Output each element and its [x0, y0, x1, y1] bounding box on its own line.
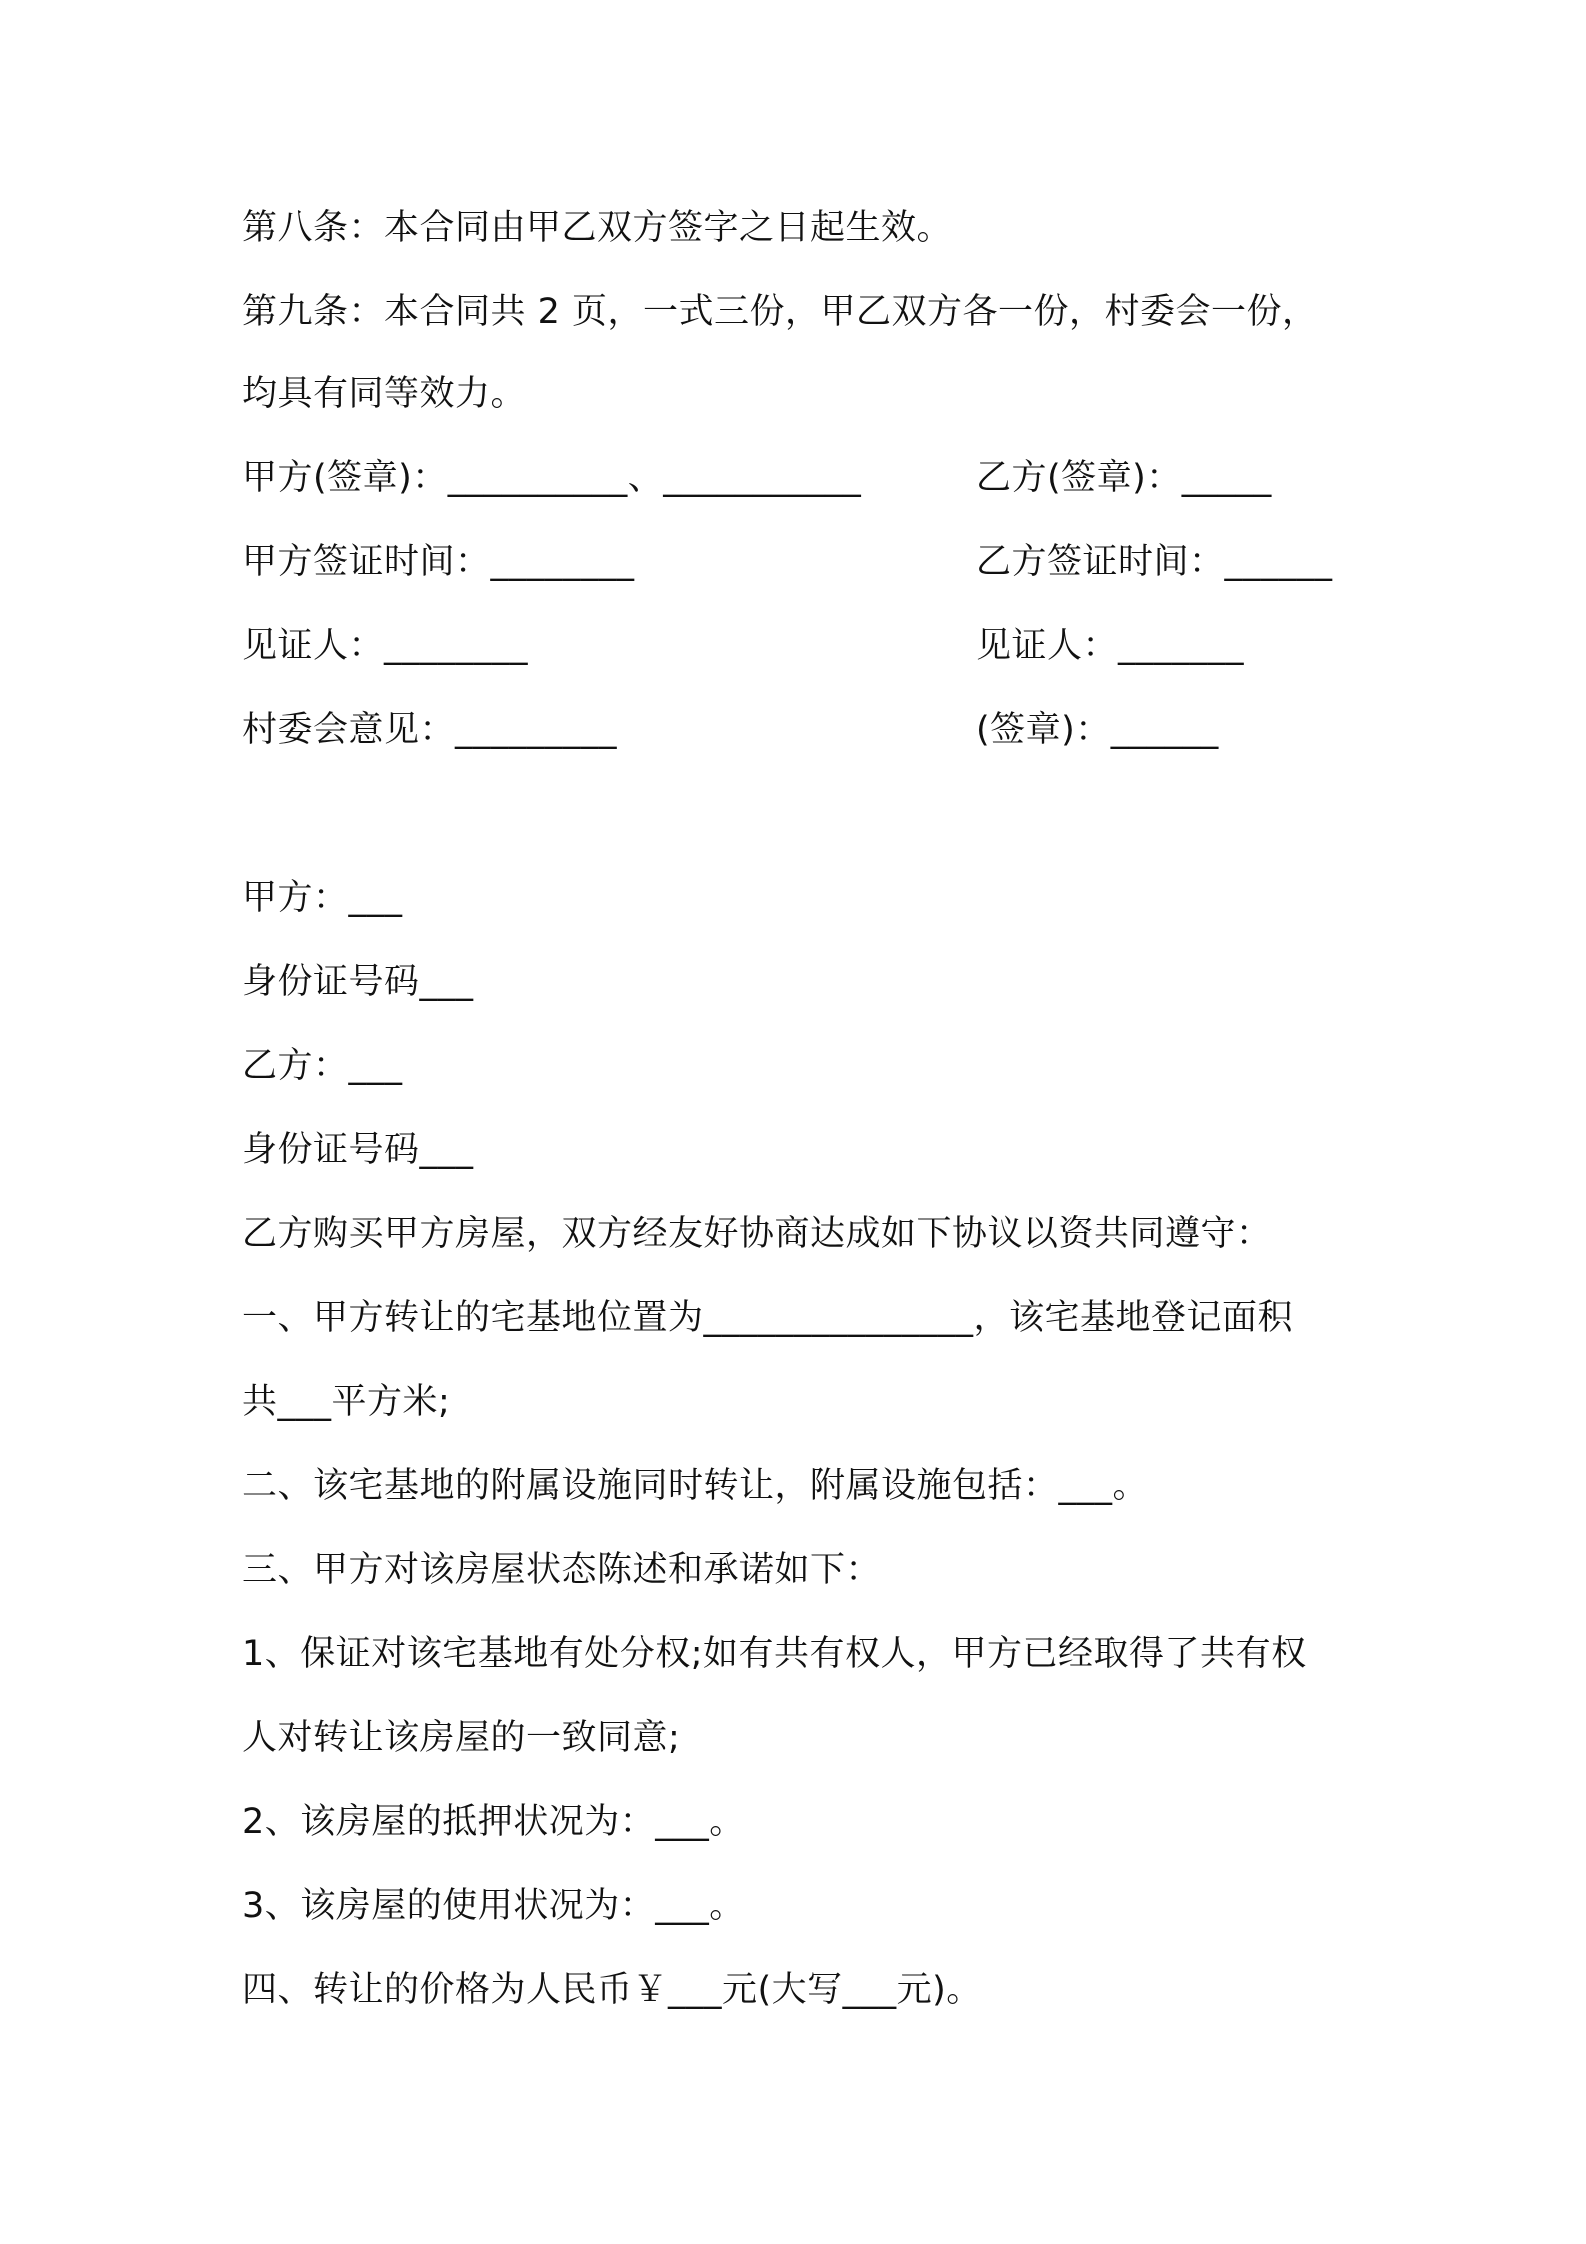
clause-1-line-2: 共___平方米;	[242, 1382, 451, 1422]
clause-4: 四、转让的价格为人民币￥___元(大写___元)。	[242, 1970, 982, 2010]
article-9-line-2: 均具有同等效力。	[242, 374, 527, 414]
village-committee-opinion: 村委会意见：_________	[242, 710, 618, 750]
clause-2: 二、该宅基地的附属设施同时转让，附属设施包括：___。	[242, 1466, 1149, 1506]
party-a-name: 甲方：___	[242, 878, 403, 918]
party-b-sign-time: 乙方签证时间：______	[976, 542, 1333, 582]
clause-3-1-line-2: 人对转让该房屋的一致同意;	[242, 1718, 681, 1758]
article-8: 第八条：本合同由甲乙双方签字之日起生效。	[242, 208, 953, 248]
party-a-seal: 甲方(签章)：__________、___________	[242, 458, 862, 498]
clause-1-line-1: 一、甲方转让的宅基地位置为_______________，该宅基地登记面积	[242, 1298, 1294, 1338]
clause-3-1-line-1: 1、保证对该宅基地有处分权;如有共有权人，甲方已经取得了共有权	[242, 1634, 1307, 1674]
party-b-seal: 乙方(签章)：_____	[976, 458, 1272, 498]
witness-b: 见证人：_______	[976, 626, 1245, 666]
party-b-id-number: 身份证号码___	[242, 1130, 474, 1170]
village-committee-seal: (签章)：______	[976, 710, 1219, 750]
clause-3-2: 2、该房屋的抵押状况为：___。	[242, 1802, 745, 1842]
party-a-sign-time: 甲方签证时间：________	[242, 542, 635, 582]
agreement-intro: 乙方购买甲方房屋，双方经友好协商达成如下协议以资共同遵守：	[242, 1214, 1272, 1254]
party-a-id-number: 身份证号码___	[242, 962, 474, 1002]
witness-a: 见证人：________	[242, 626, 529, 666]
clause-3: 三、甲方对该房屋状态陈述和承诺如下：	[242, 1550, 882, 1590]
clause-3-3: 3、该房屋的使用状况为：___。	[242, 1886, 745, 1926]
article-9-line-1: 第九条：本合同共 2 页，一式三份，甲乙双方各一份，村委会一份，	[242, 292, 1318, 332]
party-b-name: 乙方：___	[242, 1046, 403, 1086]
